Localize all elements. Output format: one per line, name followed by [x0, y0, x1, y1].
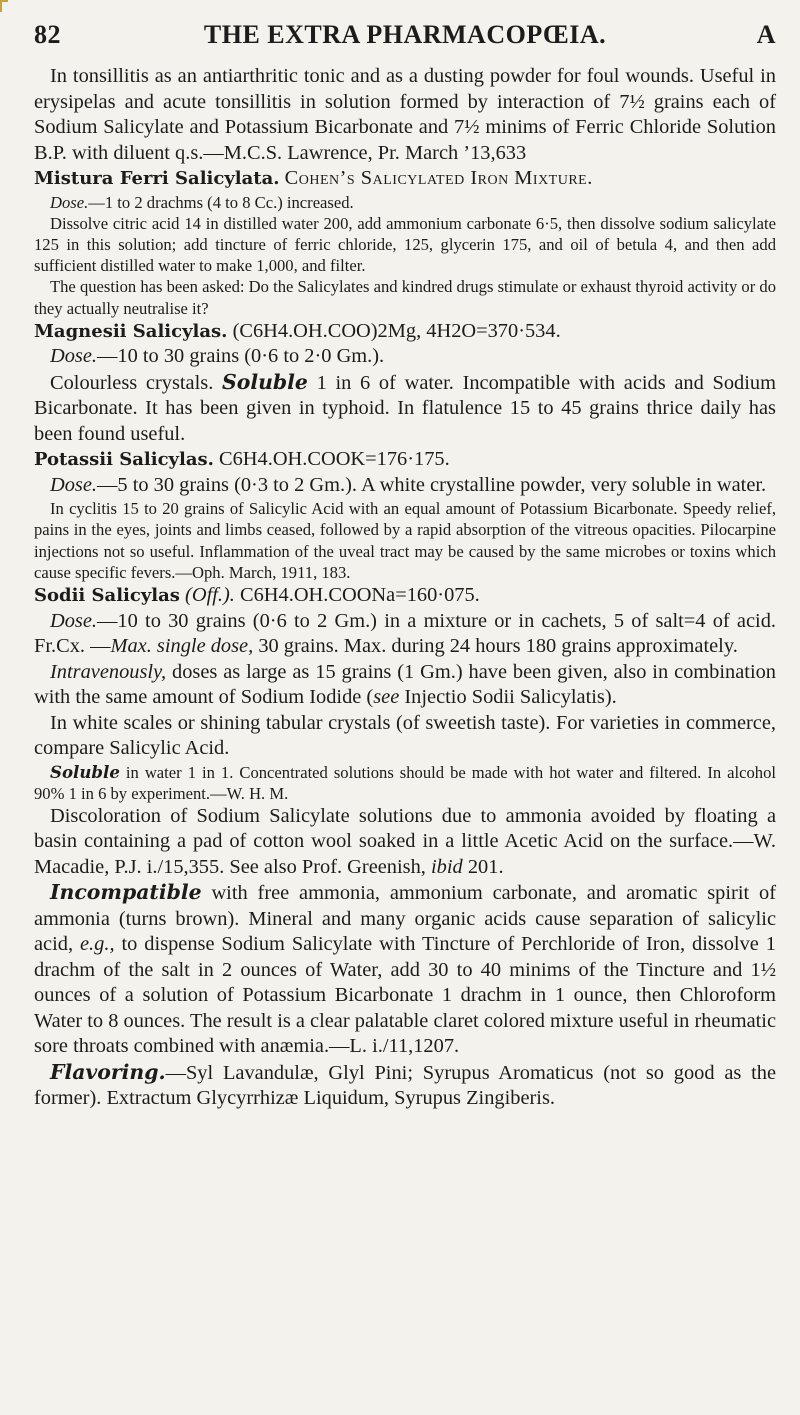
magnesii-soluble-word: Soluble — [222, 369, 308, 394]
ferri-name: Mistura Ferri Salicylata. — [34, 168, 280, 189]
page-body — [34, 64, 776, 1112]
magnesii-dose-text: —10 to 30 grains (0·6 to 2·0 Gm.). — [97, 345, 385, 368]
sodii-formula: C6H4.OH.COONa=160·075. — [240, 584, 480, 607]
sodii-soluble — [34, 762, 776, 804]
sodii-iv-text: doses as large as 15 grains (1 Gm.) have been given, also in combination with the same amount of Sodium Iodide ( — [34, 660, 776, 709]
sodii-ibid-page: 201. — [467, 855, 504, 878]
magnesii-desc-b: 1 in 6 of water. Incompatible with acids and Sodium Bicarbonate. It has been given in typhoid. In flatulence 15 to 45 grains thrice daily has been found useful. — [34, 371, 776, 445]
ferri-note: The question has been asked: Do the Salicylates and kindred drugs stimulate or exhaust thyroid activity or do they actually neutralise it? — [34, 277, 776, 318]
sodii-flavoring-text: —Syl Lavandulæ, Glyl Pini; Syrupus Aromaticus (not so good as the former). Extractum Glycyrrhizæ Liquidum, Syrupus Zingiberis. — [34, 1061, 776, 1110]
sodii-incompat-word: Incompatible — [50, 880, 202, 905]
magnesii-description — [34, 370, 776, 448]
running-title: THE EXTRA PHARMACOPŒIA. — [203, 20, 607, 49]
magnesii-dose — [34, 344, 776, 370]
sodii-iv-label: Intravenously, — [50, 660, 167, 683]
sodii-max-label: Max. single dose, — [110, 635, 254, 658]
sodii-discolor-text: Discoloration of Sodium Salicylate solutions due to ammonia avoided by floating a basin containing a pad of cotton wool soaked in a little Acetic Acid on the surface.—W. Macadie, P.J. i./15,355. See also Prof. Greenish, — [34, 804, 776, 878]
section-letter: A — [756, 20, 776, 49]
ferri-aside: Cohen’s Salicylated Iron Mixture. — [284, 167, 593, 189]
sodii-off: (Off.). — [185, 584, 235, 607]
ferri-dose — [34, 192, 776, 213]
sodii-dose-label: Dose. — [50, 609, 98, 632]
sodii-iv-end: Injectio Sodii Salicylatis). — [404, 686, 617, 709]
sodii-intravenous — [34, 660, 776, 711]
sodii-incompat-text2: to dispense Sodium Salicylate with Tincture of Perchloride of Iron, dissolve 1 drachm of the salt in 2 ounces of Water, add 30 to 40 minims of the Tincture and 1½ ounces of a solution of Potassium Bicarbonate 1 drachm in 1 ounce, then Chloroform Water to 8 ounces. The result is a clear palatable claret colored mixture useful in rheumatic sore throats combined with anæmia.—L. i./11,1207. — [34, 933, 776, 1058]
magnesii-name: Magnesii Salicylas. — [34, 320, 228, 342]
potassii-name: Potassii Salicylas. — [34, 449, 214, 471]
sodii-name: Sodii Salicylas — [34, 585, 180, 607]
sodii-ibid: ibid — [431, 855, 463, 878]
potassii-dose — [34, 473, 776, 499]
intro-paragraph: In tonsillitis as an antiarthritic tonic and as a dusting powder for foul wounds. Useful in erysipelas and acute tonsillitis in solution formed by interaction of 7½ grains each of Sodium Salicylate and Potassium Bicarbonate and 7½ minims of Ferric Chloride Solution B.P. with diluent q.s.—M.C.S. Lawrence, Pr. March ’13,633 — [34, 65, 776, 164]
potassii-dose-label: Dose. — [50, 473, 98, 496]
sodii-dose-text: —10 to 30 grains (0·6 to 2 Gm.) in a mixture or in cachets, 5 of salt=4 of acid. Fr.Cx. — — [34, 609, 776, 658]
potassii-dose-text: —5 to 30 grains (0·3 to 2 Gm.). — [97, 473, 357, 496]
sodii-see: see — [373, 686, 400, 709]
ferri-heading — [34, 166, 776, 192]
ferri-dose-text: —1 to 2 drachms (4 to 8 Cc.) increased. — [88, 192, 354, 212]
potassii-note: In cyclitis 15 to 20 grains of Salicylic Acid with an equal amount of Potassium Bicarbonate. Speedy relief, pains in the eyes, joints and limbs ceased, followed by a rapid absorption of the vitreous opacities. Pilocarpine injections not so useful. Inflammation of the uveal tract may be caused by the same microbes or toxins which cause specific fevers.—Oph. March, 1911, 183. — [34, 499, 776, 582]
page-number: 82 — [34, 20, 61, 49]
magnesii-formula: (C6H4.OH.COO)2Mg, 4H2O=370·534. — [232, 319, 561, 342]
sodii-discoloration — [34, 804, 776, 881]
sodii-eg: e.g., — [80, 933, 115, 956]
sodii-soluble-word: Soluble — [50, 761, 120, 782]
sodii-flavoring — [34, 1060, 776, 1112]
sodii-max-text: 30 grains. Max. during 24 hours 180 grains approximately. — [258, 635, 738, 658]
magnesii-dose-label: Dose. — [50, 345, 98, 368]
sodii-dose — [34, 609, 776, 660]
sodii-soluble-text: in water 1 in 1. Concentrated solutions should be made with hot water and filtered. In alcohol 90% 1 in 6 by experiment.—W. H. M. — [34, 762, 776, 803]
potassii-heading — [34, 447, 776, 473]
ferri-method: Dissolve citric acid 14 in distilled water 200, add ammonium carbonate 6·5, then dissolve sodium salicylate 125 in this solution; add tincture of ferric chloride, 125, glycerin 175, and oil of betula 4, and then add sufficient distilled water to make 1,000, and filter. — [34, 213, 776, 276]
crop-mark — [0, 0, 8, 12]
magnesii-desc-a: Colourless crystals. — [50, 371, 214, 394]
sodii-flavoring-word: Flavoring. — [50, 1059, 166, 1084]
running-header — [34, 20, 776, 54]
sodii-heading — [34, 583, 776, 609]
potassii-formula: C6H4.OH.COOK=176·175. — [219, 448, 450, 471]
magnesii-heading — [34, 319, 776, 345]
ferri-dose-label: Dose. — [50, 192, 89, 212]
sodii-incompatible — [34, 880, 776, 1060]
sodii-scales: In white scales or shining tabular crystals (of sweetish taste). For varieties in commerce, compare Salicylic Acid. — [34, 711, 776, 760]
sodii-incompat-text: with free ammonia, ammonium carbonate, and aromatic spirit of ammonia (turns brown). Mineral and many organic acids cause separation of salicylic acid, — [34, 882, 776, 956]
potassii-desc: A white crystalline powder, very soluble in water. — [360, 473, 767, 496]
